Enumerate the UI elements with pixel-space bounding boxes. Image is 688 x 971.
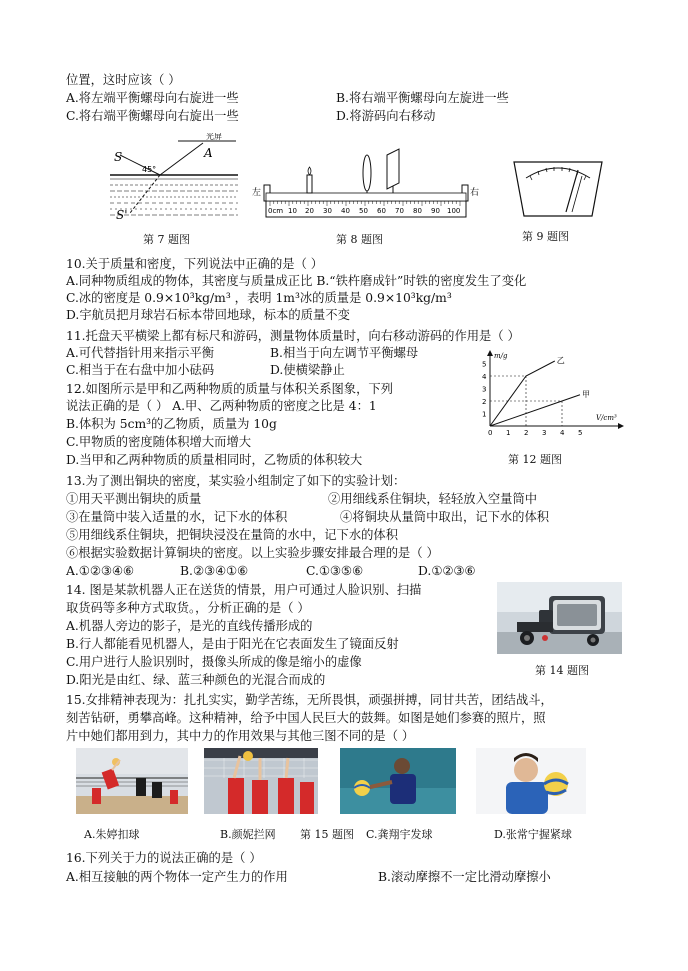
series-line-1 xyxy=(490,395,580,426)
figure-9-caption: 第 9 题图 xyxy=(522,230,569,243)
figure-8-optical-bench xyxy=(252,143,482,223)
figure-9-meter xyxy=(512,150,604,218)
photo-b-label: B.颜妮拦网 xyxy=(220,828,276,841)
option-d: D.将游码向右移动 xyxy=(336,109,436,123)
q14-option-a: A.机器人旁边的影子，是光的直线传播形成的 xyxy=(66,619,313,633)
q11-option-b: B.相当于向左调节平衡螺母 xyxy=(270,346,419,360)
q14-stem-1: 14. 图是某款机器人正在送货的情景，用户可通过人脸识别、扫描 xyxy=(66,583,422,597)
q12-option-d: D.当甲和乙两种物质的质量相同时，乙物质的体积较大 xyxy=(66,453,363,467)
point-s-label: S xyxy=(114,150,123,164)
x-tick-label: 3 xyxy=(542,429,547,437)
tick-label-60: 60 xyxy=(377,207,386,215)
y-tick-label: 1 xyxy=(482,410,487,419)
figure-7-reflection xyxy=(108,133,240,223)
photo-d-grip xyxy=(476,748,586,814)
y-tick-label: 4 xyxy=(482,373,487,381)
point-a-label: A xyxy=(204,146,213,160)
q14-option-b: B.行人都能看见机器人，是由于阳光在它表面发生了镜面反射 xyxy=(66,637,399,651)
x-axis-label: V/cm³ xyxy=(596,414,617,422)
option-a: A.将左端平衡螺母向右旋进一些 xyxy=(66,91,239,105)
tick-label-100: 100 xyxy=(447,207,461,215)
y-tick-label: 5 xyxy=(482,360,487,369)
q14-option-c: C.用户进行人脸识别时，摄像头所成的像是缩小的虚像 xyxy=(66,655,362,669)
photo-d-label: D.张常宁握紧球 xyxy=(494,828,572,841)
figure-15-caption: 第 15 题图 xyxy=(300,828,354,841)
q13-stem: 13.为了测出铜块的密度，某实验小组制定了如下的实验计划： xyxy=(66,474,406,488)
x-tick-label: 1 xyxy=(506,429,511,437)
q12-option-b: B.体积为 5cm³的乙物质，质量为 10g xyxy=(66,417,277,431)
q11-option-d: D.使横梁静止 xyxy=(270,363,345,377)
tick-label-50: 50 xyxy=(359,207,368,215)
screen-label: 光屏 xyxy=(206,133,222,141)
q13-option-b: B.②③④①⑥ xyxy=(180,564,249,578)
q13-step-1: ①用天平测出铜块的质量 xyxy=(66,492,202,506)
figure-12-mass-volume-chart xyxy=(478,348,628,444)
photo-b-block xyxy=(204,748,318,814)
option-b: B.将右端平衡螺母向左旋进一些 xyxy=(336,91,509,105)
q12-stem-2: 说法正确的是（ ） A.甲、乙两种物质的密度之比是 4：1 xyxy=(66,399,377,413)
q13-step-6: ⑥根据实验数据计算铜块的密度。以上实验步骤安排最合理的是（ ） xyxy=(66,546,439,560)
photo-a-spike xyxy=(76,748,188,814)
x-tick-label: 0 xyxy=(488,429,493,437)
q10-option-c: C.冰的密度是 0.9×10³kg/m³ ，表明 1m³冰的质量是 0.9×10³kg/m³ xyxy=(66,291,452,305)
q16-option-a: A.相互接触的两个物体一定产生力的作用 xyxy=(66,870,288,884)
tick-label-80: 80 xyxy=(413,207,422,215)
q11-option-a: A.可代替指针用来指示平衡 xyxy=(66,346,215,360)
series-label-0: 乙 xyxy=(556,356,565,365)
q11-option-c: C.相当于在右盘中加小砝码 xyxy=(66,363,215,377)
q15-line-1: 15.女排精神表现为：扎扎实实，勤学苦练，无所畏惧，顽强拼搏，同甘共苦，团结战斗， xyxy=(66,693,553,707)
q10-option-ab: A.同种物质组成的物体，其密度与质量成正比 B.“铁杵磨成针”时铁的密度发生了变化 xyxy=(66,274,527,288)
figure-14-caption: 第 14 题图 xyxy=(535,664,589,677)
q13-step-2: ②用细线系住铜块，轻轻放入空量筒中 xyxy=(328,492,538,506)
q10-option-d: D.宇航员把月球岩石标本带回地球，标本的质量不变 xyxy=(66,308,350,322)
q15-line-3: 片中她们都用到力，其中力的作用效果与其他三图不同的是（ ） xyxy=(66,729,415,743)
option-c: C.将右端平衡螺母向右旋出一些 xyxy=(66,109,239,123)
y-axis-label: m/g xyxy=(494,352,508,360)
x-tick-label: 4 xyxy=(560,429,565,437)
tick-label-0: 0cm xyxy=(268,207,284,215)
x-tick-label: 2 xyxy=(524,429,529,437)
q13-step-3: ③在量筒中装入适量的水，记下水的体积 xyxy=(66,510,288,524)
tick-label-90: 90 xyxy=(431,207,440,215)
tick-label-10: 10 xyxy=(288,207,297,215)
y-tick-label: 3 xyxy=(482,385,487,394)
q16-stem: 16.下列关于力的说法正确的是（ ） xyxy=(66,851,262,865)
q12-stem-1: 12.如图所示是甲和乙两种物质的质量与体积关系图象，下列 xyxy=(66,382,393,396)
q14-stem-2: 取货码等多种方式取货。，分析正确的是（ ） xyxy=(66,601,310,615)
photo-c-serve xyxy=(340,748,456,814)
series-label-1: 甲 xyxy=(582,389,590,399)
point-s-prime-label: S' xyxy=(116,208,128,222)
q13-option-a: A.①②③④⑥ xyxy=(66,564,134,578)
tick-label-20: 20 xyxy=(305,207,314,215)
bench-left-label: 左 xyxy=(252,188,262,198)
q13-step-5: ⑤用细线系住铜块，把铜块浸没在量筒的水中，记下水的体积 xyxy=(66,528,399,542)
figure-8-caption: 第 8 题图 xyxy=(336,233,383,246)
series-line-0 xyxy=(490,361,555,426)
bench-right-label: 右 xyxy=(470,188,480,198)
tick-label-70: 70 xyxy=(395,207,404,215)
tick-label-40: 40 xyxy=(341,207,350,215)
photo-a-label: A.朱婷扣球 xyxy=(84,828,140,841)
q11-stem: 11.托盘天平横梁上都有标尺和游码，测量物体质量时，向右移动游码的作用是（ ） xyxy=(66,329,520,343)
figure-7-caption: 第 7 题图 xyxy=(143,233,190,246)
figure-14-robot-photo xyxy=(497,582,622,654)
tick-label-30: 30 xyxy=(323,207,332,215)
q16-option-b: B.滚动摩擦不一定比滑动摩擦小 xyxy=(378,870,551,884)
q15-line-2: 刻苦钻研，勇攀高峰。这种精神，给予中国人民巨大的鼓舞。如图是她们参赛的照片，照 xyxy=(66,711,546,725)
q12-option-c: C.甲物质的密度随体积增大而增大 xyxy=(66,435,252,449)
y-tick-label: 2 xyxy=(482,398,487,406)
question-continuation: 位置，这时应该（ ） xyxy=(66,73,181,87)
angle-label: 45° xyxy=(142,165,157,174)
x-tick-label: 5 xyxy=(578,429,583,437)
photo-c-label: C.龚翔宇发球 xyxy=(366,828,433,841)
q13-step-4: ④将铜块从量筒中取出，记下水的体积 xyxy=(340,510,550,524)
q10-stem: 10.关于质量和密度，下列说法中正确的是（ ） xyxy=(66,257,324,271)
q13-option-d: D.①②③⑥ xyxy=(418,564,476,578)
q13-option-c: C.①③⑤⑥ xyxy=(306,564,363,578)
figure-12-caption: 第 12 题图 xyxy=(508,453,562,466)
q14-option-d: D.阳光是由红、绿、蓝三种颜色的光混合而成的 xyxy=(66,673,326,687)
